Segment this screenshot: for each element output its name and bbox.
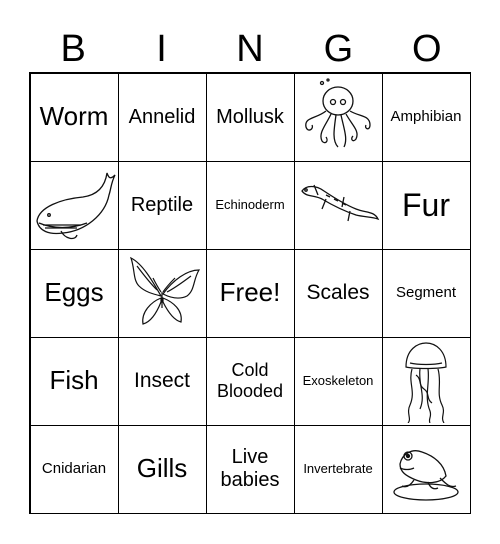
bingo-card-grid: [29, 72, 471, 514]
bingo-cell[interactable]: [382, 161, 471, 250]
cell-label: Scales: [306, 280, 370, 304]
octopus-image: [298, 77, 378, 157]
cell-label: Annelid: [128, 105, 196, 128]
cell-label: Worm: [39, 101, 109, 132]
bingo-cell[interactable]: [30, 337, 119, 426]
bingo-cell[interactable]: [294, 249, 383, 338]
butterfly-image: [121, 252, 203, 334]
lizard-image: [296, 175, 380, 235]
bingo-cell[interactable]: [30, 425, 119, 514]
cell-label: Cnidarian: [41, 460, 107, 478]
header-letter-n: N: [236, 28, 264, 70]
cell-label: Mollusk: [216, 105, 284, 128]
bingo-cell[interactable]: [294, 337, 383, 426]
bingo-cell[interactable]: [206, 425, 295, 514]
whale-image: [31, 165, 117, 245]
bingo-cell[interactable]: [294, 161, 383, 250]
cell-label: Fur: [402, 186, 450, 223]
free-space-label: Free!: [219, 277, 281, 308]
cell-label: Cold Blooded: [216, 360, 284, 401]
cell-label: Segment: [395, 284, 457, 302]
bingo-cell[interactable]: [30, 73, 119, 162]
bingo-cell[interactable]: [30, 249, 119, 338]
cell-label: Echinoderm: [215, 196, 285, 212]
bingo-cell[interactable]: [382, 249, 471, 338]
cell-label: Amphibian: [390, 108, 462, 126]
header-letter-i: I: [156, 28, 167, 70]
cell-label: Reptile: [130, 193, 194, 216]
bingo-cell[interactable]: [30, 161, 119, 250]
bingo-cell[interactable]: [294, 425, 383, 514]
frog-image: [386, 434, 466, 504]
bingo-cell[interactable]: [118, 73, 207, 162]
cell-label: Invertebrate: [303, 460, 373, 476]
bingo-cell[interactable]: [382, 425, 471, 514]
bingo-cell[interactable]: [118, 249, 207, 338]
cell-label: Live babies: [220, 446, 280, 491]
bingo-cell[interactable]: [206, 249, 295, 338]
bingo-cell[interactable]: [118, 161, 207, 250]
bingo-header: [29, 26, 471, 72]
bingo-cell[interactable]: [118, 425, 207, 514]
bingo-cell[interactable]: [294, 73, 383, 162]
cell-label: Insect: [133, 368, 191, 392]
bingo-cell[interactable]: [118, 337, 207, 426]
jellyfish-image: [396, 339, 456, 423]
cell-label: Fish: [49, 365, 99, 396]
bingo-cell[interactable]: [382, 337, 471, 426]
bingo-cell[interactable]: [206, 73, 295, 162]
header-letter-o: O: [411, 28, 442, 70]
cell-label: Exoskeleton: [302, 372, 374, 388]
cell-label: Gills: [136, 453, 188, 484]
header-letter-g: G: [323, 28, 354, 70]
bingo-cell[interactable]: [382, 73, 471, 162]
bingo-cell[interactable]: [206, 161, 295, 250]
cell-label: Eggs: [44, 277, 104, 308]
bingo-cell[interactable]: [206, 337, 295, 426]
header-letter-b: B: [60, 28, 86, 70]
